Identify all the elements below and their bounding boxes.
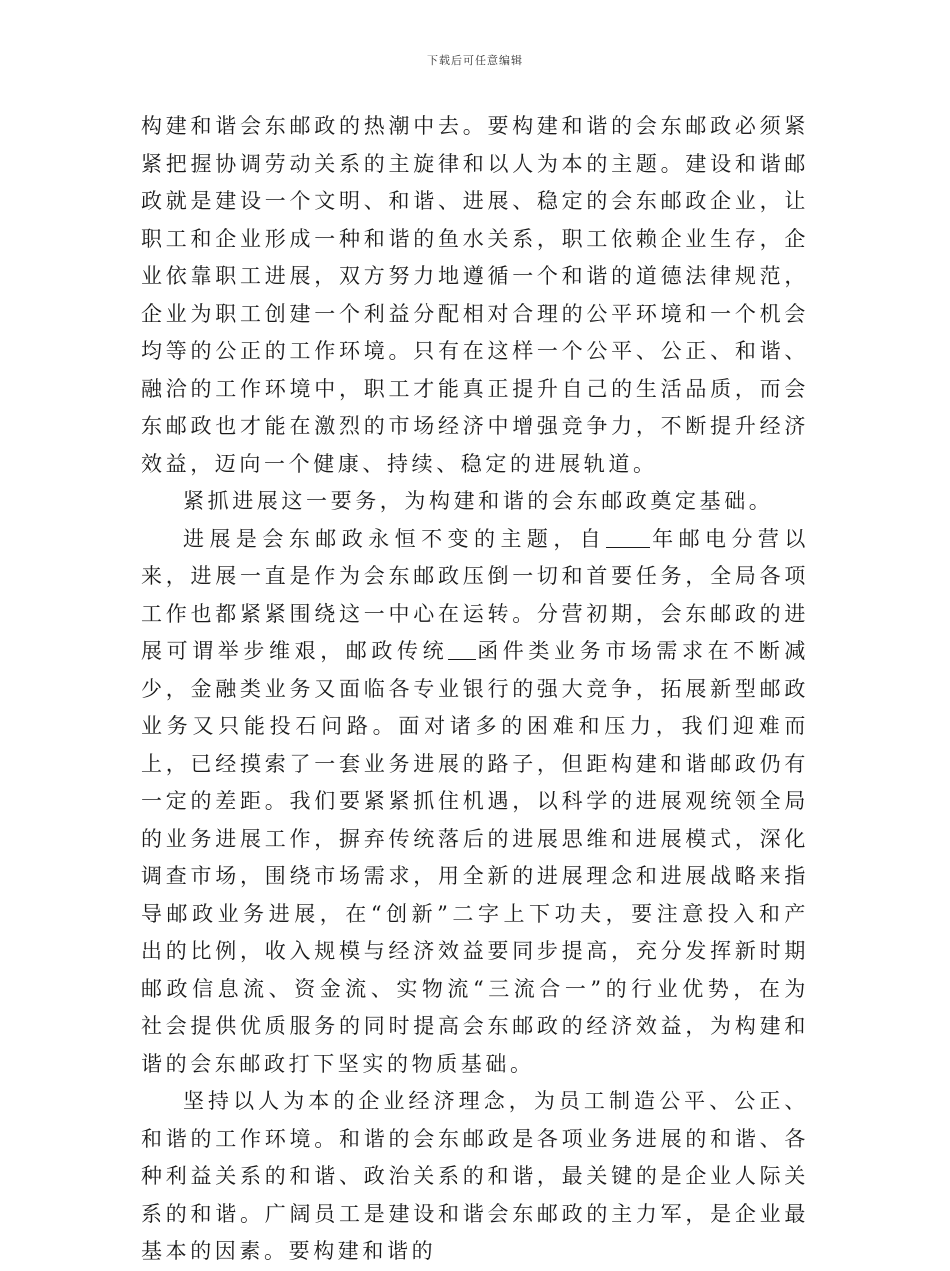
paragraph-continued: 构建和谐会东邮政的热潮中去。要构建和谐的会东邮政必须紧紧把握协调劳动关系的主旋律和以人为本的主题。建设和谐邮政就是建设一个文明、和谐、进展、稳定的会东邮政企业，让职工和企业形成一种和谐的鱼水关系，职工依赖企业生存，企业依靠职工进展，双方努力地遵循一个和谐的道德法律规范，企业为职工创建一个利益分配相对合理的公平环境和一个机会均等的公正的工作环境。只有在这样一个公平、公正、和谐、融洽的工作环境中，职工才能真正提升自己的生活品质，而会东邮政也才能在激烈的市场经济中增强竞争力，不断提升经济效益，迈向一个健康、持续、稳定的进展轨道。 bbox=[141, 114, 809, 476]
paragraph-development bbox=[141, 521, 809, 1084]
paragraph-people-oriented: 坚持以人为本的企业经济理念，为员工制造公平、公正、和谐的工作环境。和谐的会东邮政是各项业务进展的和谐、各种利益关系的和谐、政治关系的和谐，最关键的是企业人际关系的和谐。广阔员工是建设和谐会东邮政的主力军，是企业最基本的因素。要构建和谐的 bbox=[141, 1089, 809, 1263]
paragraph-heading-point: 紧抓进展这一要务，为构建和谐的会东邮政奠定基础。 bbox=[183, 489, 774, 513]
paragraph-text: 年邮电分营以来，进展一直是作为会东邮政压倒一切和首要任务，全局各项工作也都紧紧围绕这一中心在运转。分营初期，会东邮政的进展可谓举步维艰，邮政传统 bbox=[141, 526, 809, 663]
document-body bbox=[141, 108, 809, 1271]
blank-fill-line bbox=[448, 637, 476, 660]
page-header: 下载后可任意编辑 bbox=[427, 54, 523, 67]
paragraph-text: 函件类业务市场需求在不断减少，金融类业务又面临各专业银行的强大竞争，拓展新型邮政业务又只能投石问路。面对诸多的困难和压力，我们迎难而上，已经摸索了一套业务进展的路子，但距构建和谐邮政仍有一定的差距。我们要紧紧抓住机遇，以科学的进展观统领全局的业务进展工作，摒弃传统落后的进展思维和进展模式，深化调查市场，围绕市场需求，用全新的进展理念和进展战略来指导邮政业务进展，在“创新”二字上下功夫，要注意投入和产出的比例，收入规模与经济效益要同步提高，充分发挥新时期邮政信息流、资金流、实物流“三流合一”的行业优势，在为社会提供优质服务的同时提高会东邮政的经济效益，为构建和谐的会东邮政打下坚实的物质基础。 bbox=[141, 639, 809, 1076]
blank-fill-line bbox=[606, 524, 650, 547]
paragraph-text: 进展是会东邮政永恒不变的主题，自 bbox=[183, 526, 607, 551]
